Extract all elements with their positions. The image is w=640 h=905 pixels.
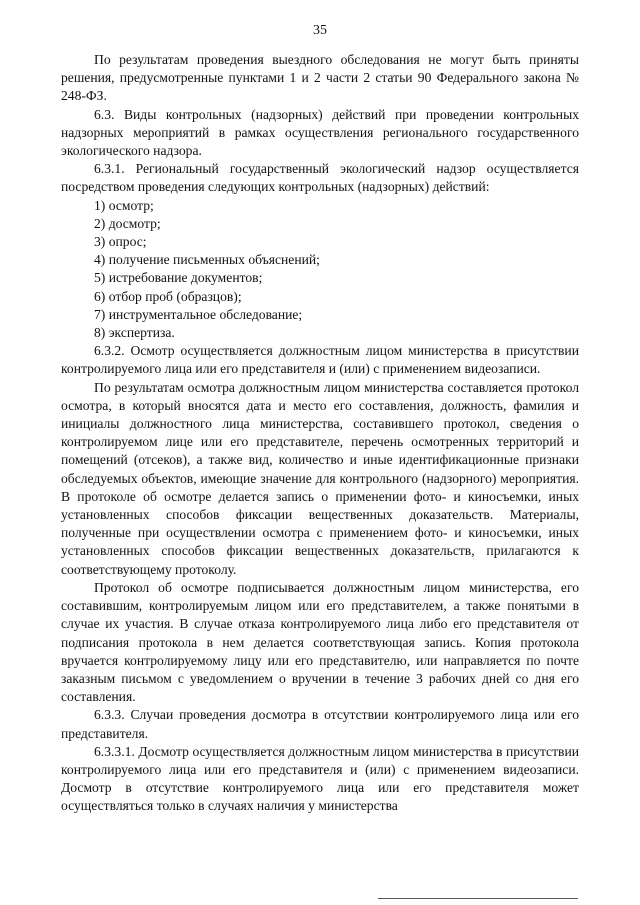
list-item: 3) опрос; (94, 234, 147, 250)
list-item: 5) истребование документов; (94, 270, 263, 286)
list-item: 1) осмотр; (94, 197, 154, 213)
paragraph: 6.3. Виды контрольных (надзорных) действий при проведении контрольных надзорных мероприятий в рамках осуществления регионального государственного экологического надзора. (61, 106, 579, 159)
list-item: 6) отбор проб (образцов); (94, 288, 242, 304)
paragraph: 6.3.3.1. Досмотр осуществляется должностным лицом министерства в присутствии контролируемого лица или его представителя и (или) с применением видеозаписи. Досмотр в отсутствие контролируемого лица или его представителя может осуществляться только в случаях наличия у министерства (61, 743, 579, 814)
list-item: 7) инструментальное обследование; (94, 306, 303, 322)
list-item: 4) получение письменных объяснений; (94, 252, 320, 268)
paragraph: Протокол об осмотре подписывается должностным лицом министерства, его составившим, контролируемым лицом или его представителем, а также понятыми в случае их участия. В случае отказа контролируемого лица либо его представителя от подписания протокола в нем делается соответствующая запись. Копия протокола вручается контролируемому лицу или его представителю, или направляется по почте заказным письмом с уведомлением о вручении в течение 3 рабочих дней со дня его составления. (61, 579, 579, 705)
paragraph: По результатам проведения выездного обследования не могут быть приняты решения, предусмотренные пунктами 1 и 2 части 2 статьи 90 Федерального закона № 248-ФЗ. (61, 52, 579, 104)
list-item: 2) досмотр; (94, 215, 161, 231)
list-item: 8) экспертиза. (94, 325, 175, 341)
paragraph: 6.3.2. Осмотр осуществляется должностным лицом министерства в присутствии контролируемого лица или его представителя и (или) с применением видеозаписи. (61, 343, 579, 377)
bottom-divider (378, 898, 578, 899)
paragraph: По результатам осмотра должностным лицом министерства составляется протокол осмотра, в который вносятся дата и место его составления, должность, фамилия и инициалы должностного лица министерства, составившего протокол, сведения о контролируемом лице или его представителе, перечень осмотренных территорий и помещений (отсеков), а также вид, количество и иные идентификационные признаки обследуемых объектов, имеющие значение для контрольного (надзорного) мероприятия. В протоколе об осмотре делается запись о применении фото- и киносъемки, иных установленных способов фиксации вещественных доказательств. Материалы, полученные при осуществлении осмотра с применением фото- и киносъемки, иных установленных способов фиксации вещественных доказательств, прилагаются к соответствующему протоколу. (61, 379, 579, 577)
page-number: 35 (313, 23, 327, 38)
document-body (61, 51, 579, 816)
paragraph: 6.3.1. Региональный государственный экологический надзор осуществляется посредством проведения следующих контрольных (надзорных) действий: (61, 161, 579, 195)
paragraph: 6.3.3. Случаи проведения досмотра в отсутствии контролируемого лица или его представителя. (61, 707, 579, 741)
